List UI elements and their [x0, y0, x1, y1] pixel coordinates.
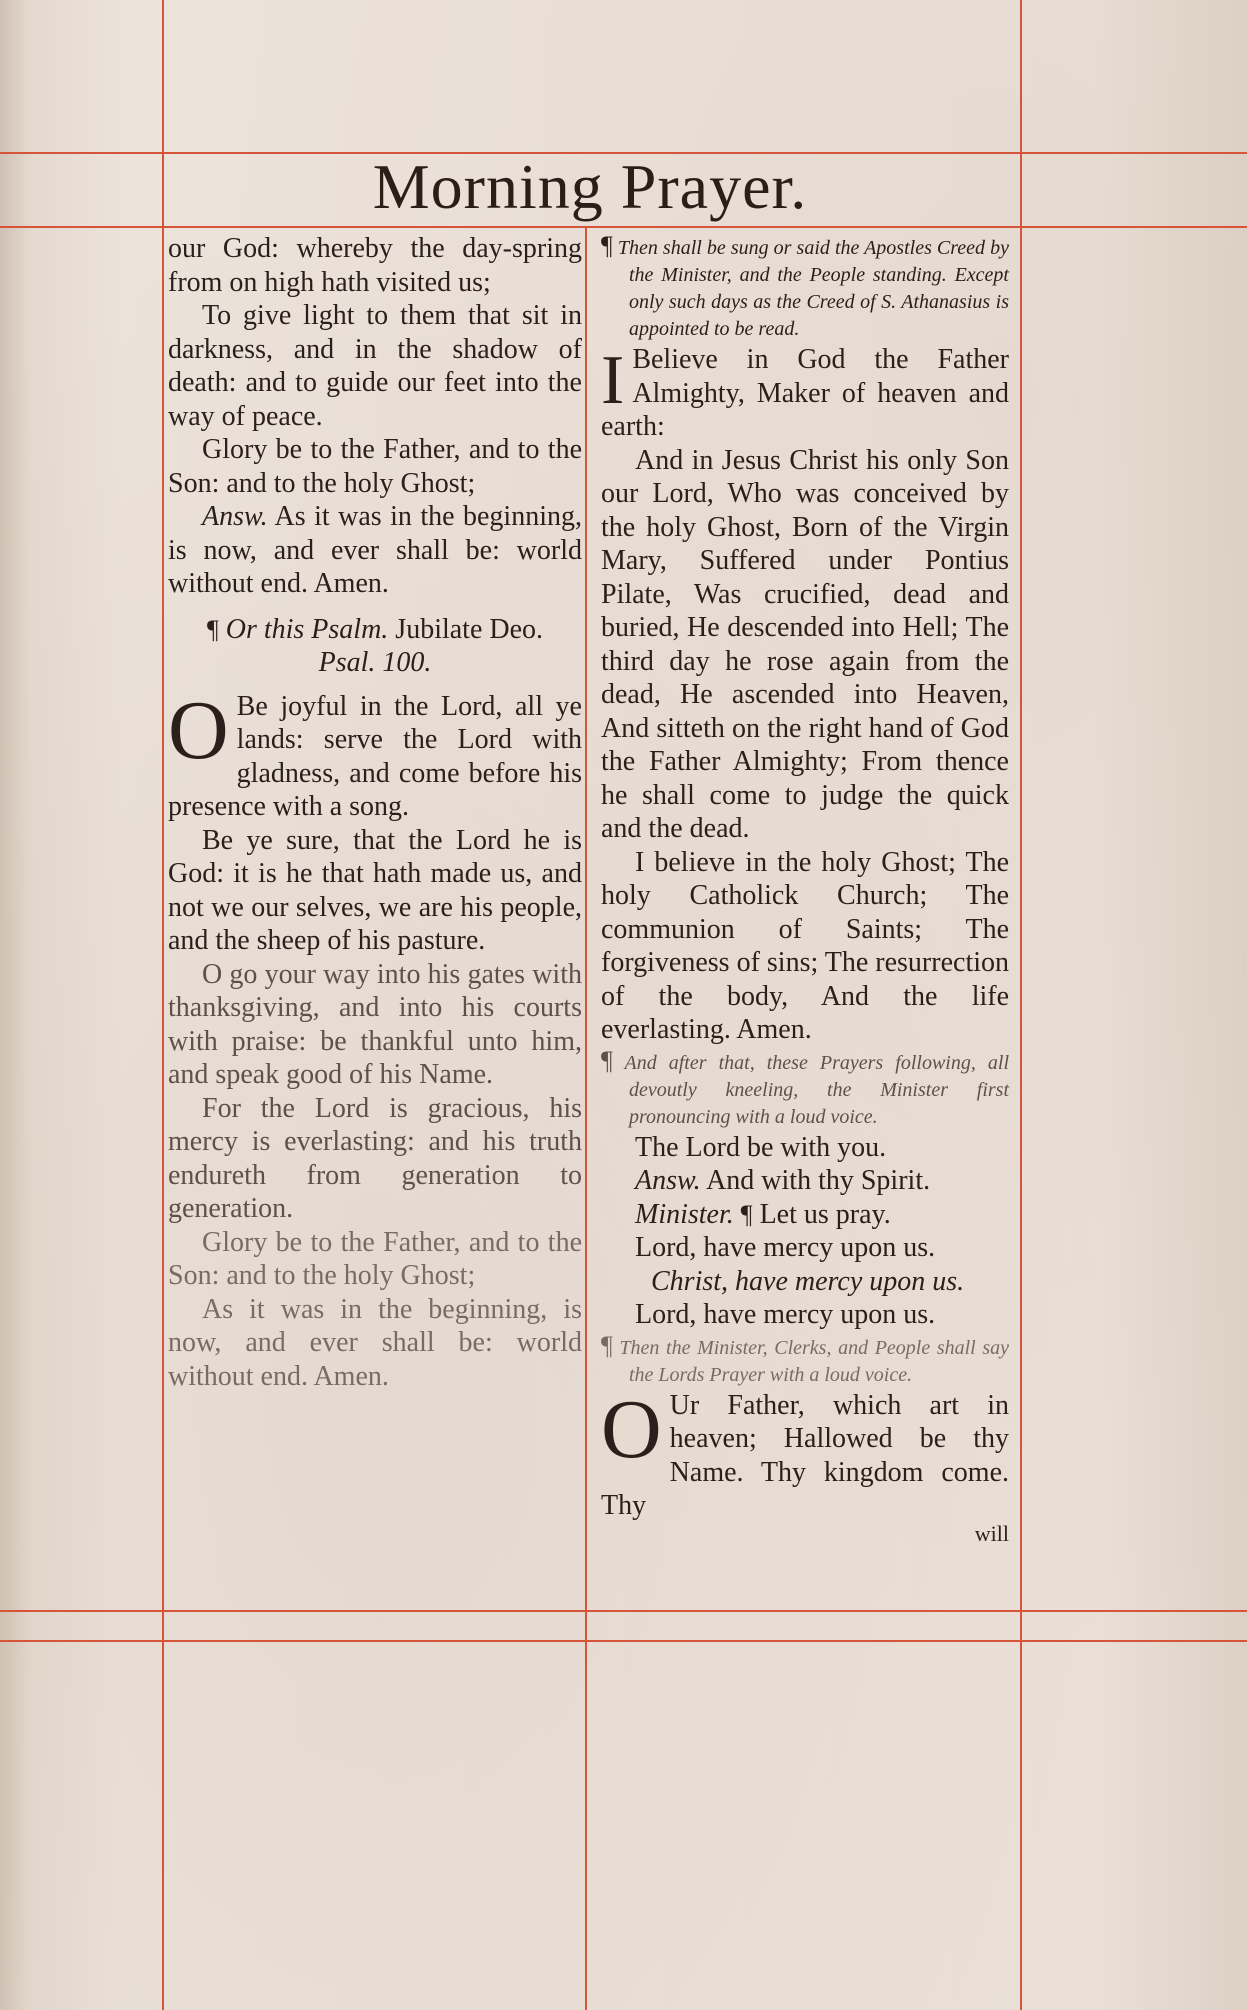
- pilcrow-icon: ¶: [740, 1199, 753, 1229]
- rubric-text: And after that, these Prayers following, all devoutly kneeling, the Minister first pronouncing with a loud voice.: [624, 1051, 1010, 1128]
- response-label: Answ.: [635, 1165, 701, 1196]
- response-text: As it was in the beginning, is now, and ever shall be: world without end. Amen.: [168, 501, 582, 599]
- paragraph: [168, 500, 582, 601]
- paragraph: Be ye sure, that the Lord he is God: it is he that hath made us, and not we our selves, we are his people, and the sheep of his pasture.: [168, 824, 582, 956]
- paragraph: As it was in the beginning, is now, and ever shall be: world without end. Amen.: [168, 1293, 582, 1392]
- paragraph: O go your way into his gates with thanksgiving, and into his courts with praise: be thankful unto him, and speak good of his Name.: [168, 958, 582, 1090]
- minister-label: Minister.: [635, 1198, 734, 1230]
- paragraph: [601, 1382, 1009, 1523]
- psalm-verse: Be joyful in the Lord, all ye lands: serve the Lord with gladness, and come before his presence with a song.: [168, 690, 582, 822]
- drop-capital: O: [601, 1382, 662, 1476]
- page-title: Morning Prayer.: [372, 151, 808, 222]
- paragraph: Glory be to the Father, and to the Son: and to the holy Ghost;: [168, 1226, 582, 1291]
- rubric: [601, 1332, 1009, 1389]
- versicle-text: Let us pray.: [759, 1198, 891, 1230]
- pilcrow-icon: ¶: [601, 231, 613, 260]
- drop-capital: I: [601, 342, 625, 419]
- right-margin-rule: [1020, 0, 1022, 2010]
- response-label: Answ.: [202, 501, 268, 532]
- rubric-text: Then the Minister, Clerks, and People shall say the Lords Prayer with a loud voice.: [619, 1336, 1010, 1386]
- paragraph: And in Jesus Christ his only Son our Lord, Who was conceived by the holy Ghost, Born of the Virgin Mary, Suffered under Pontius Pilate, Was crucified, dead and buried, He descended into Hell; The third day he rose again from the dead, He ascended into Heaven, And sitteth on the right hand of God the Father Almighty; From thence he shall come to judge the quick and the dead.: [601, 444, 1009, 844]
- psalm-rubric: [168, 613, 582, 680]
- rubric-text: Then shall be sung or said the Apostles Creed by the Minister, and the People standing. Except only such days as the Creed of S. Athanasius is appointed to be read.: [617, 237, 1010, 340]
- versicle-text: And with thy Spirit.: [706, 1165, 931, 1196]
- paragraph: To give light to them that sit in darkness, and in the shadow of death: and to guide our feet into the way of peace.: [168, 300, 582, 432]
- paragraph: [168, 683, 582, 824]
- pilcrow-icon: ¶: [601, 1045, 613, 1075]
- pilcrow-icon: ¶: [601, 1330, 613, 1360]
- paragraph: I believe in the holy Ghost; The holy Catholick Church; The communion of Saints; The forgiveness of sins; The resurrection of the body, And the life everlasting. Amen.: [601, 846, 1009, 1045]
- versicle: [601, 1265, 1009, 1299]
- drop-capital: O: [168, 683, 229, 777]
- right-column: [601, 232, 1009, 1545]
- pilcrow-icon: ¶: [206, 614, 219, 644]
- paragraph: [601, 343, 1009, 444]
- bottom-rule: [0, 1610, 1247, 1612]
- title-rule: [0, 226, 1247, 228]
- catchword: will: [974, 1520, 1009, 1546]
- versicle-text: Christ, have mercy upon us.: [651, 1265, 965, 1297]
- versicle: Lord, have mercy upon us.: [635, 1232, 936, 1263]
- lords-prayer-text: Ur Father, which art in heaven; Hallowed be thy Name. Thy kingdom come. Thy: [601, 1389, 1009, 1521]
- psalm-title: Jubilate Deo.: [395, 613, 544, 645]
- rubric-text: Or this Psalm.: [225, 613, 389, 645]
- paragraph: Glory be to the Father, and to the Son: and to the holy Ghost;: [168, 434, 582, 499]
- versicle: Lord, have mercy upon us.: [635, 1299, 936, 1330]
- lower-rule: [0, 1640, 1247, 1642]
- psalm-reference: Psal. 100.: [318, 647, 432, 678]
- center-rule: [585, 226, 587, 2010]
- creed-text: Believe in God the Father Almighty, Maker of heaven and earth:: [601, 344, 1009, 442]
- left-column: [168, 232, 582, 1393]
- versicle: The Lord be with you.: [635, 1131, 887, 1163]
- paragraph: For the Lord is gracious, his mercy is everlasting: and his truth endureth from generation to generation.: [168, 1092, 582, 1224]
- rubric: [601, 232, 1009, 343]
- left-margin-rule: [162, 0, 164, 2010]
- versicle: [601, 1198, 1009, 1232]
- rubric: [601, 1047, 1009, 1131]
- versicle: [601, 1164, 1009, 1198]
- paragraph: our God: whereby the day-spring from on high hath visited us;: [168, 233, 582, 298]
